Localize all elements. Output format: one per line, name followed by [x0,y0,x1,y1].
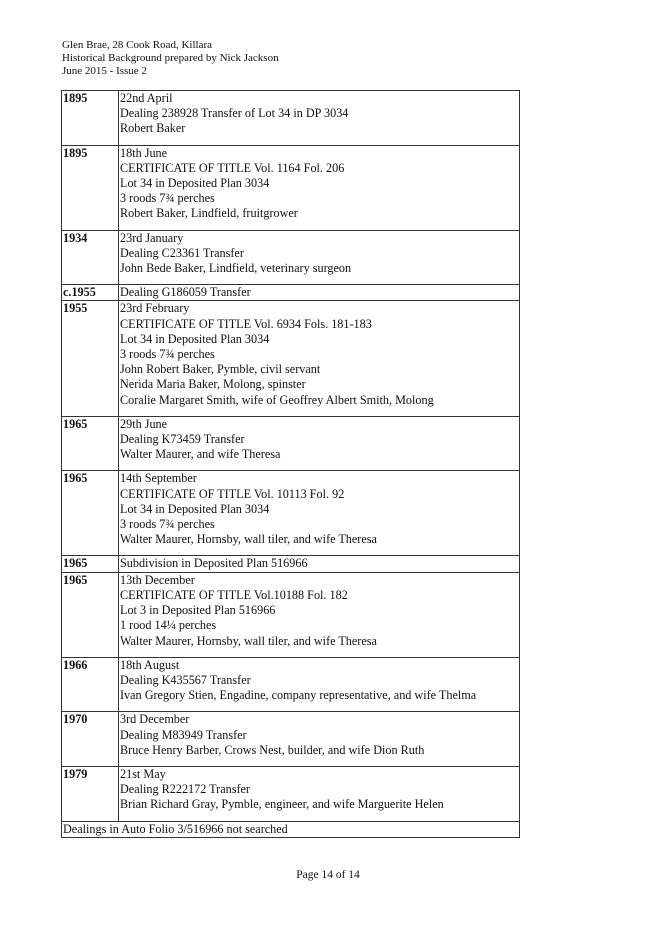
record-detail-line: Robert Baker [120,121,186,136]
record-detail-line: Brian Richard Gray, Pymble, engineer, and wife Marguerite Helen [120,797,444,812]
record-year: 1895 [62,91,119,146]
record-detail-line: Lot 34 in Deposited Plan 3034 [120,501,270,516]
record-details [119,91,520,146]
record-details [119,572,520,657]
record-detail-line: Dealing R222172 Transfer [120,782,250,797]
record-detail-line: Ivan Gregory Stien, Engadine, company representative, and wife Thelma [120,688,477,703]
record-detail-line: John Bede Baker, Lindfield, veterinary surgeon [120,261,352,276]
record-row [62,301,520,416]
header-address: Glen Brae, 28 Cook Road, Killara [62,39,212,51]
record-row [62,285,520,301]
record-detail-line: Dealing C23361 Transfer [120,245,244,260]
record-row [62,556,520,572]
record-year: 1965 [62,416,119,471]
record-detail-line: Bruce Henry Barber, Crows Nest, builder, and wife Dion Ruth [120,742,425,757]
record-details [119,416,520,471]
record-detail-line: Lot 34 in Deposited Plan 3034 [120,331,270,346]
record-detail-line: CERTIFICATE OF TITLE Vol.10188 Fol. 182 [120,587,348,602]
record-year: c.1955 [62,285,119,301]
record-detail-line: Walter Maurer, and wife Theresa [120,447,281,462]
record-detail-line: 13th December [120,572,195,587]
record-details [119,145,520,230]
record-year: 1979 [62,766,119,821]
record-detail-line: Coralie Margaret Smith, wife of Geoffrey Albert Smith, Molong [120,392,434,407]
record-detail-line: 29th June [120,416,168,431]
record-year: 1965 [62,572,119,657]
record-row [62,572,520,657]
record-detail-line: Lot 34 in Deposited Plan 3034 [120,176,270,191]
record-row [62,145,520,230]
record-detail-line: 23rd February [120,301,190,316]
record-detail-line: 18th August [120,657,180,672]
title-history-table [61,90,520,838]
header-issue: June 2015 - Issue 2 [62,65,147,77]
header-author: Historical Background prepared by Nick Jackson [62,52,279,64]
record-row [62,766,520,821]
record-details [119,766,520,821]
record-detail-line: Lot 3 in Deposited Plan 516966 [120,603,276,618]
record-row [62,712,520,767]
record-detail-line: CERTIFICATE OF TITLE Vol. 10113 Fol. 92 [120,486,345,501]
record-year: 1970 [62,712,119,767]
record-detail-line: 14th September [120,471,197,486]
record-details [119,471,520,556]
record-detail-line: 1 rood 14¼ perches [120,618,217,633]
title-history-body [62,91,520,838]
record-details [119,285,520,301]
record-details [119,301,520,416]
record-detail-line: 3rd December [120,712,190,727]
record-detail-line: 23rd January [120,230,184,245]
page-number: Page 14 of 14 [296,869,360,881]
record-detail-line: Subdivision in Deposited Plan 516966 [120,556,308,571]
record-detail-line: Dealing G186059 Transfer [120,285,251,300]
record-details [119,712,520,767]
record-row [62,230,520,285]
record-year: 1965 [62,556,119,572]
record-detail-line: 3 roods 7¾ perches [120,347,215,362]
record-detail-line: 3 roods 7¾ perches [120,191,215,206]
record-row [62,91,520,146]
record-details [119,556,520,572]
record-year: 1895 [62,145,119,230]
record-detail-line: 21st May [120,766,166,781]
record-year: 1934 [62,230,119,285]
record-detail-line: CERTIFICATE OF TITLE Vol. 1164 Fol. 206 [120,160,345,175]
document-header [62,39,279,78]
record-details [119,657,520,712]
footnote-row [62,821,520,837]
record-detail-line: 22nd April [120,91,173,105]
record-detail-line: Dealing K435567 Transfer [120,672,251,687]
record-detail-line: Robert Baker, Lindfield, fruitgrower [120,206,298,221]
record-year: 1955 [62,301,119,416]
record-year: 1965 [62,471,119,556]
footnote-text: Dealings in Auto Folio 3/516966 not searched [62,821,520,837]
record-detail-line: Nerida Maria Baker, Molong, spinster [120,377,306,392]
record-detail-line: Dealing M83949 Transfer [120,727,247,742]
record-detail-line: Walter Maurer, Hornsby, wall tiler, and wife Theresa [120,532,377,547]
record-detail-line: Dealing K73459 Transfer [120,432,245,447]
record-row [62,416,520,471]
record-detail-line: 18th June [120,145,168,160]
record-row [62,471,520,556]
record-detail-line: 3 roods 7¾ perches [120,517,215,532]
record-details [119,230,520,285]
record-detail-line: Walter Maurer, Hornsby, wall tiler, and wife Theresa [120,633,377,648]
record-year: 1966 [62,657,119,712]
record-detail-line: John Robert Baker, Pymble, civil servant [120,362,321,377]
record-row [62,657,520,712]
record-detail-line: Dealing 238928 Transfer of Lot 34 in DP 3034 [120,106,349,121]
record-detail-line: CERTIFICATE OF TITLE Vol. 6934 Fols. 181-183 [120,316,372,331]
